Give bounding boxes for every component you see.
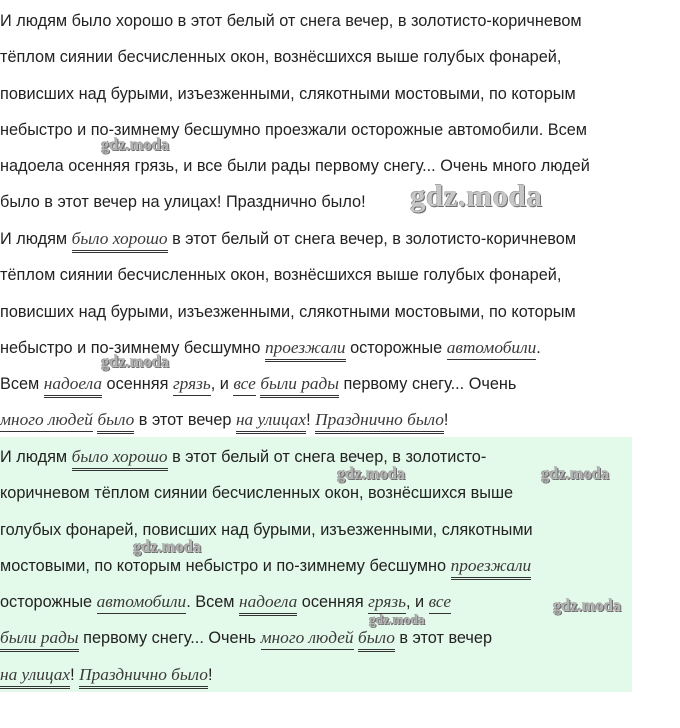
- plain-text: осторожные: [345, 338, 447, 357]
- plain-text: в этот вечер: [134, 411, 236, 430]
- plain-text: Всем: [0, 375, 44, 394]
- predicate: было хорошо: [72, 446, 168, 471]
- plain-text: мостовыми, по которым небыстро и по-зимнему бесшумно: [0, 556, 451, 575]
- plain-text: И людям: [0, 448, 72, 466]
- text-line: небыстро и по-зимнему бесшумно проезжали осторожные автомобили. Всем: [0, 120, 587, 139]
- plain-text: в этот вечер: [394, 629, 493, 648]
- text-line: повисших над бурыми, изъезженными, слякотными мостовыми, по которым: [0, 84, 576, 103]
- text-line: тёплом сиянии бесчисленных окон, вознёсшихся выше голубых фонарей,: [0, 48, 562, 67]
- predicate: Празднично было: [315, 409, 444, 434]
- watermark: gdz.moda: [101, 135, 170, 154]
- predicate: надоела: [239, 591, 297, 616]
- plain-text: в этот белый от снега вечер, в золотисто-коричневом: [167, 230, 577, 248]
- text-line: надоела осенняя грязь, и все были рады первому снегу... Очень много людей: [0, 157, 590, 176]
- plain-text: И людям: [0, 230, 72, 248]
- plain-text: небыстро и по-зимнему бесшумно: [0, 338, 265, 357]
- text-line: [0, 366, 576, 402]
- paragraph-annotated-highlighted: [0, 439, 533, 693]
- text-line: [0, 584, 533, 620]
- plain-text: в этот белый от снега вечер, в золотисто-: [167, 448, 487, 466]
- paragraph-annotated: [0, 221, 576, 439]
- plain-text: осторожные: [0, 593, 97, 612]
- watermark: gdz.moda: [541, 464, 610, 483]
- text-line: [0, 221, 576, 257]
- predicate: на улицах: [236, 409, 306, 434]
- subject: автомобили: [97, 591, 187, 614]
- plain-text: !: [306, 411, 316, 430]
- plain-text: первому снегу... Очень: [78, 629, 261, 648]
- predicate: Празднично было: [79, 664, 208, 689]
- text-line: [0, 657, 533, 693]
- subject: все: [429, 591, 451, 614]
- watermark: gdz.moda: [133, 537, 202, 556]
- subject: много людей: [0, 409, 93, 432]
- plain-text: , и: [405, 593, 429, 612]
- predicate: были рады: [260, 373, 339, 398]
- text-line: [0, 330, 576, 366]
- subject: все: [233, 373, 255, 396]
- text-line: [0, 620, 533, 656]
- plain-text: осенняя: [102, 375, 173, 394]
- plain-text: . Всем: [186, 593, 240, 612]
- watermark-large: gdz.moda: [410, 178, 543, 213]
- watermark: gdz.moda: [369, 612, 425, 627]
- plain-text: !: [207, 665, 213, 684]
- predicate: было: [97, 409, 134, 434]
- watermark: gdz.moda: [337, 464, 406, 483]
- subject: автомобили: [447, 337, 537, 360]
- text-line: [0, 439, 533, 475]
- plain-text: осенняя: [297, 593, 369, 612]
- subject: грязь: [173, 373, 211, 396]
- subject: грязь: [368, 591, 406, 614]
- predicate: проезжали: [451, 555, 532, 580]
- text-line: было в этот вечер на улицах! Празднично было!: [0, 193, 366, 212]
- subject: много людей: [261, 627, 354, 650]
- watermark: gdz.moda: [553, 596, 622, 615]
- text-line: коричневом тёплом сиянии бесчисленных окон, вознёсшихся выше: [0, 484, 514, 503]
- predicate: на улицах: [0, 664, 70, 689]
- text-line: повисших над бурыми, изъезженными, слякотными мостовыми, по которым: [0, 302, 576, 321]
- predicate: надоела: [44, 373, 102, 398]
- text-line: [0, 548, 533, 584]
- predicate: были рады: [0, 627, 79, 652]
- plain-text: !: [70, 665, 80, 684]
- text-line: [0, 402, 576, 438]
- text-line: голубых фонарей, повисших над бурыми, изъезженными, слякотными: [0, 520, 533, 539]
- text-line: тёплом сиянии бесчисленных окон, вознёсшихся выше голубых фонарей,: [0, 266, 562, 285]
- plain-text: , и: [210, 375, 234, 394]
- watermark: gdz.moda: [101, 352, 170, 371]
- predicate: было: [358, 627, 395, 652]
- plain-text: первому снегу... Очень: [338, 375, 517, 394]
- predicate: проезжали: [265, 337, 346, 362]
- plain-text: .: [536, 338, 541, 357]
- plain-text: !: [443, 411, 449, 430]
- text-line: И людям было хорошо в этот белый от снега вечер, в золотисто-коричневом: [0, 12, 582, 30]
- predicate: было хорошо: [72, 228, 168, 253]
